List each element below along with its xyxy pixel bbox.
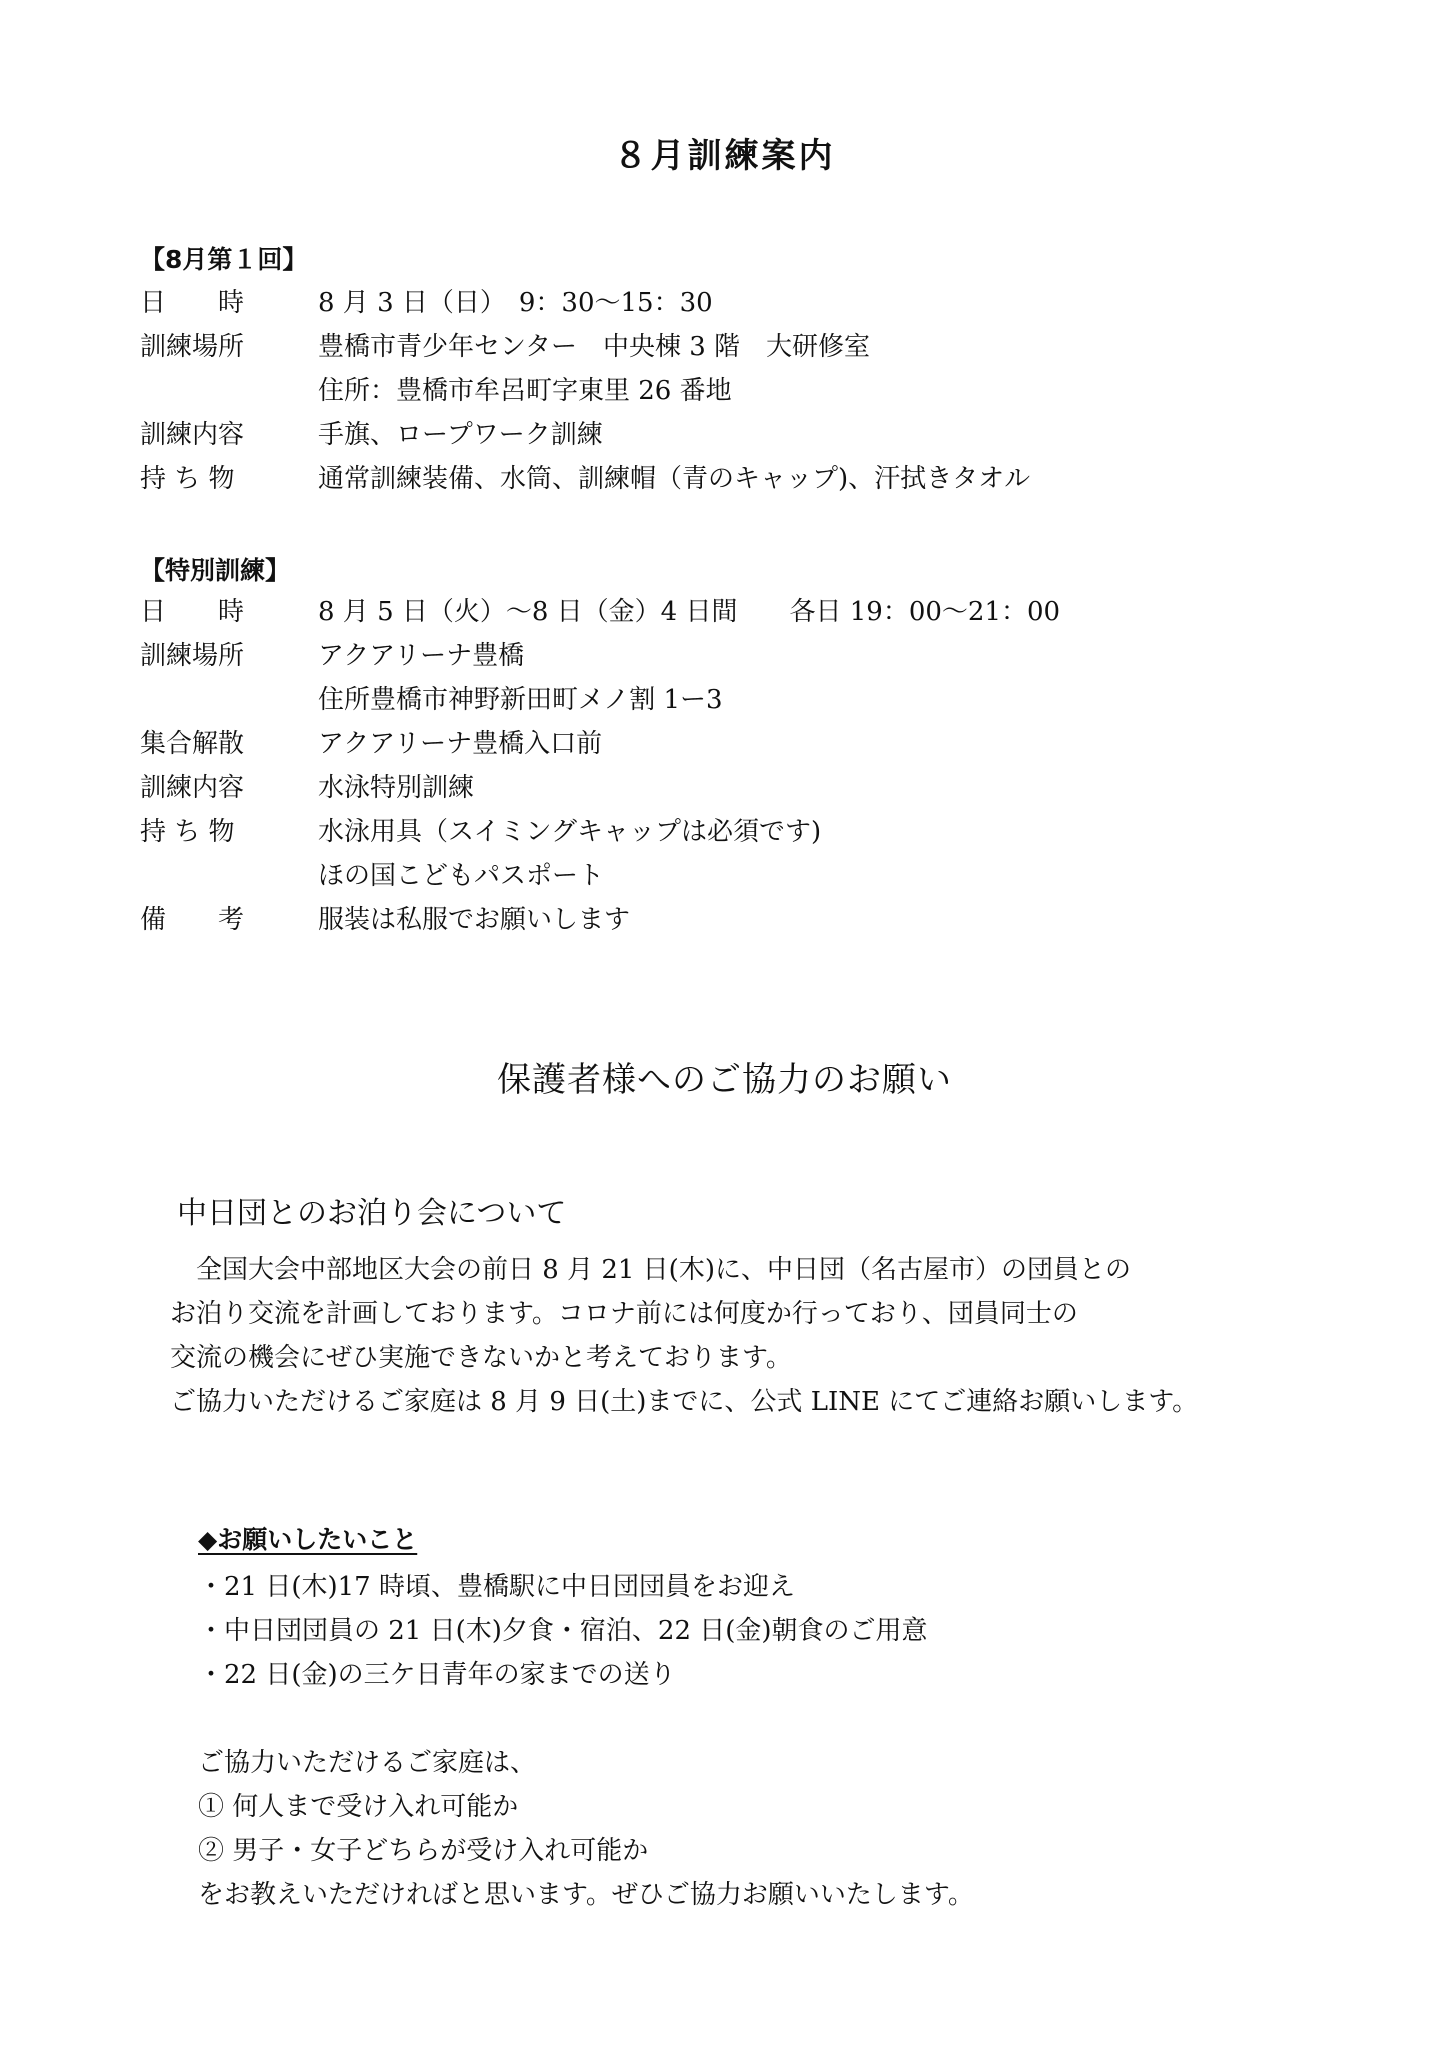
closing-line-4: をお教えいただければと思います。ぜひご協力お願いいたします。 xyxy=(198,1880,974,1910)
request-paragraph-line-2: お泊り交流を計画しております。コロナ前には何度か行っており、団員同士の xyxy=(170,1299,1078,1329)
special-value-passport: ほの国こどもパスポート xyxy=(318,861,605,891)
session1-heading: 【8月第１回】 xyxy=(140,245,308,274)
special-label-place: 訓練場所 xyxy=(140,641,245,671)
special-value-items: 水泳用具（スイミングキャップは必須です) xyxy=(318,817,822,847)
wish-item: ・21 日(木)17 時頃、豊橋駅に中日団団員をお迎え xyxy=(198,1572,795,1602)
wish-heading: ◆お願いしたいこと xyxy=(198,1525,418,1554)
request-paragraph-line-1: 全国大会中部地区大会の前日 8 月 21 日(木)に、中日団（名古屋市）の団員との xyxy=(170,1255,1131,1285)
request-subheading: 中日団とのお泊り会について xyxy=(177,1196,567,1231)
page-title: ８月訓練案内 xyxy=(613,136,836,176)
special-label-items: 持 ち 物 xyxy=(140,817,235,847)
session1-value-items: 通常訓練装備、水筒、訓練帽（青のキャップ)、汗拭きタオル xyxy=(318,464,1031,494)
closing-line-3: ② 男子・女子どちらが受け入れ可能か xyxy=(198,1836,649,1866)
session1-label-datetime: 日 時 xyxy=(140,288,245,318)
closing-line-2: ① 何人まで受け入れ可能か xyxy=(198,1792,519,1822)
session1-value-address: 住所：豊橋市牟呂町字東里 26 番地 xyxy=(318,376,732,406)
session1-label-items: 持 ち 物 xyxy=(140,464,235,494)
session1-label-content: 訓練内容 xyxy=(140,420,245,450)
special-label-meeting: 集合解散 xyxy=(140,729,245,759)
session1-label-place: 訓練場所 xyxy=(140,332,245,362)
special-value-notes: 服装は私服でお願いします xyxy=(318,905,631,935)
special-heading: 【特別訓練】 xyxy=(140,556,291,585)
session1-value-content: 手旗、ロープワーク訓練 xyxy=(318,420,603,450)
special-value-address: 住所豊橋市神野新田町メノ割 1ー3 xyxy=(318,685,723,715)
special-value-content: 水泳特別訓練 xyxy=(318,773,475,803)
request-paragraph-line-3: 交流の機会にぜひ実施できないかと考えております。 xyxy=(170,1343,792,1373)
special-value-meeting: アクアリーナ豊橋入口前 xyxy=(318,729,603,759)
special-value-place: アクアリーナ豊橋 xyxy=(318,641,525,671)
session1-value-place: 豊橋市青少年センター 中央棟 3 階 大研修室 xyxy=(318,332,871,362)
special-value-datetime: 8 月 5 日（火）〜8 日（金）4 日間 各日 19：00〜21：00 xyxy=(318,597,1061,627)
special-label-notes: 備 考 xyxy=(140,905,245,935)
wish-item: ・中日団団員の 21 日(木)夕食・宿泊、22 日(金)朝食のご用意 xyxy=(198,1616,928,1646)
closing-line-1: ご協力いただけるご家庭は、 xyxy=(198,1748,537,1778)
session1-value-datetime: 8 月 3 日（日） 9：30〜15：30 xyxy=(318,288,713,318)
special-label-content: 訓練内容 xyxy=(140,773,245,803)
wish-item: ・22 日(金)の三ケ日青年の家までの送り xyxy=(198,1660,676,1690)
request-heading: 保護者様へのご協力のお願い xyxy=(497,1060,952,1100)
request-paragraph-line-4: ご協力いただけるご家庭は 8 月 9 日(土)までに、公式 LINE にてご連絡お願いします。 xyxy=(170,1387,1199,1417)
special-label-datetime: 日 時 xyxy=(140,597,245,627)
